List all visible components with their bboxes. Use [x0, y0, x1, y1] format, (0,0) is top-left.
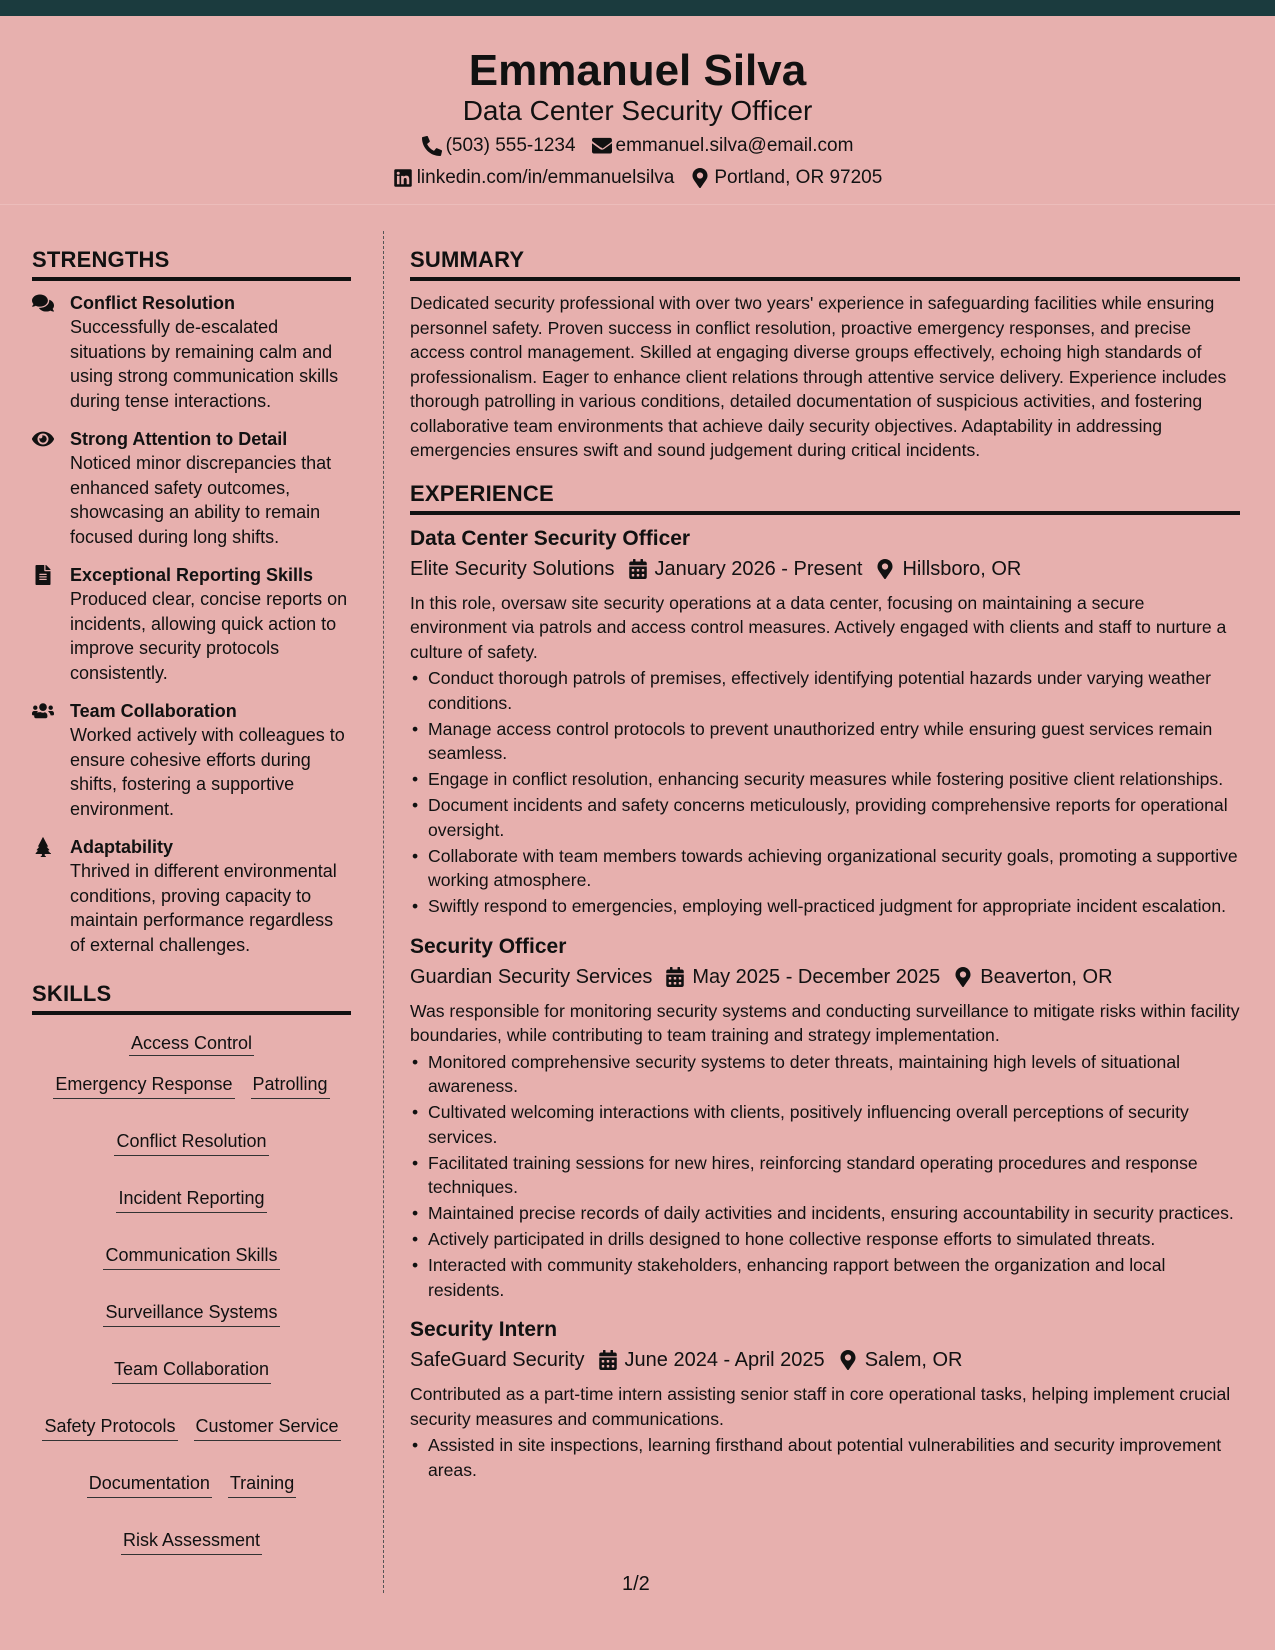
- job-company: Elite Security Solutions: [410, 557, 615, 580]
- strength-description: Thrived in different environmental conditions, proving capacity to maintain performance regardless of external challenges.: [70, 861, 337, 955]
- phone-text: (503) 555-1234: [445, 135, 576, 156]
- job-bullets: [410, 1050, 1240, 1303]
- linkedin-text: linkedin.com/in/emmanuelsilva: [416, 167, 675, 188]
- job-bullets: [410, 1433, 1240, 1482]
- users-icon: [32, 701, 56, 721]
- job-location: Beaverton, OR: [980, 965, 1113, 988]
- summary-text: Dedicated security professional with over two years' experience in safeguarding facilities while ensuring personnel safety. Proven success in conflict resolution, proactive emergency responses, and precise access control management. Skilled at engaging diverse groups effectively, echoing high standards of professionalism. Eager to enhance client relations through attentive service delivery. Experience includes thorough patrolling in various conditions, detailed documentation of suspicious activities, and fostering collaborative team environments that achieve daily security objectives. Adaptability in addressing emergencies ensures swift and sound judgement during critical incidents.: [410, 293, 1227, 460]
- job-meta: [410, 963, 1240, 991]
- job-description: Was responsible for monitoring security systems and conducting surveillance to mitigate risks within facility boundaries, while contributing to team training and strategy implementation.: [410, 1000, 1240, 1045]
- strength-title: Exceptional Reporting Skills: [70, 565, 314, 585]
- calendar-icon: [599, 1350, 617, 1370]
- job-location: Hillsboro, OR: [902, 557, 1022, 580]
- skill-tag: Emergency Response: [53, 1072, 234, 1099]
- top-accent-bar: [0, 0, 1275, 16]
- page-number: 1/2: [622, 1573, 650, 1595]
- strength-item: [32, 291, 351, 413]
- phone-contact[interactable]: [422, 134, 576, 158]
- candidate-title: Data Center Security Officer: [462, 95, 813, 126]
- job-meta: [410, 1346, 1240, 1374]
- calendar-icon: [666, 967, 684, 987]
- job-dates: May 2025 - December 2025: [692, 965, 941, 988]
- map-pin-icon: [690, 168, 710, 188]
- skills-list: [32, 1027, 351, 1555]
- job-bullet: • Assisted in site inspections, learning firsthand about potential vulnerabilities and security improvement areas.: [410, 1433, 1240, 1482]
- job-bullet: • Document incidents and safety concerns meticulously, providing comprehensive reports for operational oversight.: [410, 793, 1240, 842]
- skill-tag: Documentation: [87, 1471, 212, 1498]
- map-pin-icon: [954, 967, 972, 987]
- linkedin-contact[interactable]: [393, 166, 675, 190]
- job-company: Guardian Security Services: [410, 965, 653, 988]
- strength-title: Conflict Resolution: [70, 293, 235, 313]
- linkedin-icon: [393, 168, 413, 188]
- calendar-icon: [629, 559, 647, 579]
- column-divider: [383, 231, 384, 1593]
- strength-description: Successfully de-escalated situations by remaining calm and using strong communication skills during tense interactions.: [70, 317, 339, 411]
- job-entry: [410, 525, 1240, 919]
- contact-row-2: [0, 166, 1275, 190]
- skill-tag: Team Collaboration: [112, 1357, 271, 1384]
- experience-heading: EXPERIENCE: [410, 479, 1240, 515]
- job-bullet: • Collaborate with team members towards achieving organizational security goals, promoting a supportive working atmosphere.: [410, 844, 1240, 893]
- email-contact[interactable]: [592, 134, 854, 158]
- job-bullet: • Actively participated in drills designed to hone collective response efforts to simulated threats.: [410, 1227, 1240, 1252]
- map-pin-icon: [876, 559, 894, 579]
- job-bullet: • Maintained precise records of daily activities and incidents, ensuring accountability in security practices.: [410, 1201, 1240, 1226]
- phone-icon: [422, 136, 442, 156]
- strength-description: Worked actively with colleagues to ensure cohesive efforts during shifts, fostering a supportive environment.: [70, 725, 345, 819]
- job-dates: January 2026 - Present: [654, 557, 863, 580]
- job-bullet: • Engage in conflict resolution, enhancing security measures while fostering positive client relationships.: [410, 767, 1240, 792]
- skill-row: [32, 1031, 351, 1057]
- job-meta: [410, 555, 1240, 583]
- job-dates: June 2024 - April 2025: [624, 1349, 825, 1371]
- tree-icon: [32, 837, 56, 857]
- summary-heading: SUMMARY: [410, 245, 1240, 281]
- skill-tag: Training: [228, 1471, 296, 1498]
- location-contact: [690, 166, 882, 190]
- job-location: Salem, OR: [864, 1349, 963, 1371]
- skill-tag: Safety Protocols: [42, 1414, 177, 1441]
- strength-item: [32, 427, 351, 549]
- job-title: Security Officer: [410, 934, 567, 958]
- email-text: emmanuel.silva@email.com: [615, 135, 854, 156]
- skill-tag: Customer Service: [194, 1414, 341, 1441]
- job-description: Contributed as a part-time intern assisting senior staff in core operational tasks, helping implement crucial security measures and communications.: [410, 1384, 1231, 1429]
- strength-title: Team Collaboration: [70, 701, 237, 721]
- eye-icon: [32, 429, 56, 449]
- skill-tag: Patrolling: [251, 1072, 330, 1099]
- strength-item: [32, 563, 351, 685]
- strengths-heading: STRENGTHS: [32, 245, 351, 281]
- candidate-name: Emmanuel Silva: [468, 46, 807, 95]
- skill-tag: Communication Skills: [103, 1243, 279, 1270]
- map-pin-icon: [839, 1350, 857, 1370]
- comments-icon: [32, 293, 56, 313]
- job-title: Data Center Security Officer: [410, 526, 691, 550]
- job-bullet: • Cultivated welcoming interactions with clients, positively influencing overall perceptions of security services.: [410, 1100, 1240, 1149]
- job-bullet: • Conduct thorough patrols of premises, effectively identifying potential hazards under varying weather conditions.: [410, 666, 1240, 715]
- envelope-icon: [592, 136, 612, 156]
- job-entry: [410, 933, 1240, 1303]
- left-column: [32, 245, 351, 1555]
- job-title: Security Intern: [410, 1318, 558, 1341]
- skill-tag: Risk Assessment: [121, 1528, 262, 1555]
- contact-row-1: [0, 134, 1275, 158]
- strength-title: Strong Attention to Detail: [70, 429, 288, 449]
- strength-title: Adaptability: [70, 837, 174, 857]
- strength-item: [32, 699, 351, 821]
- job-description: In this role, oversaw site security operations at a data center, focusing on maintaining a secure environment via patrols and access control measures. Actively engaged with clients and staff to nurture a culture of safety.: [410, 592, 1227, 662]
- skill-tag: Incident Reporting: [116, 1186, 266, 1213]
- job-bullets: [410, 666, 1240, 919]
- skill-tag: Conflict Resolution: [114, 1129, 268, 1156]
- job-entry: [410, 1316, 1240, 1482]
- resume-header: [0, 16, 1275, 205]
- job-bullet: • Monitored comprehensive security systems to deter threats, maintaining high levels of situational awareness.: [410, 1050, 1240, 1099]
- strength-description: Noticed minor discrepancies that enhanced safety outcomes, showcasing an ability to remain focused during long shifts.: [70, 453, 332, 547]
- job-bullet: • Swiftly respond to emergencies, employing well-practiced judgment for appropriate incident escalation.: [410, 894, 1240, 919]
- document-icon: [32, 565, 56, 585]
- strength-description: Produced clear, concise reports on incidents, allowing quick action to improve security protocols consistently.: [70, 589, 348, 683]
- skill-tag: Access Control: [129, 1033, 254, 1056]
- skill-tag: Surveillance Systems: [103, 1300, 279, 1327]
- job-company: SafeGuard Security: [410, 1349, 585, 1371]
- location-text: Portland, OR 97205: [714, 167, 883, 188]
- job-bullet: • Interacted with community stakeholders, enhancing rapport between the organization and local residents.: [410, 1253, 1240, 1302]
- strength-item: [32, 835, 351, 957]
- skills-heading: SKILLS: [32, 979, 351, 1015]
- job-bullet: • Facilitated training sessions for new hires, reinforcing standard operating procedures and response techniques.: [410, 1151, 1240, 1200]
- job-bullet: • Manage access control protocols to prevent unauthorized entry while ensuring guest services remain seamless.: [410, 717, 1240, 766]
- right-column: [410, 245, 1240, 1496]
